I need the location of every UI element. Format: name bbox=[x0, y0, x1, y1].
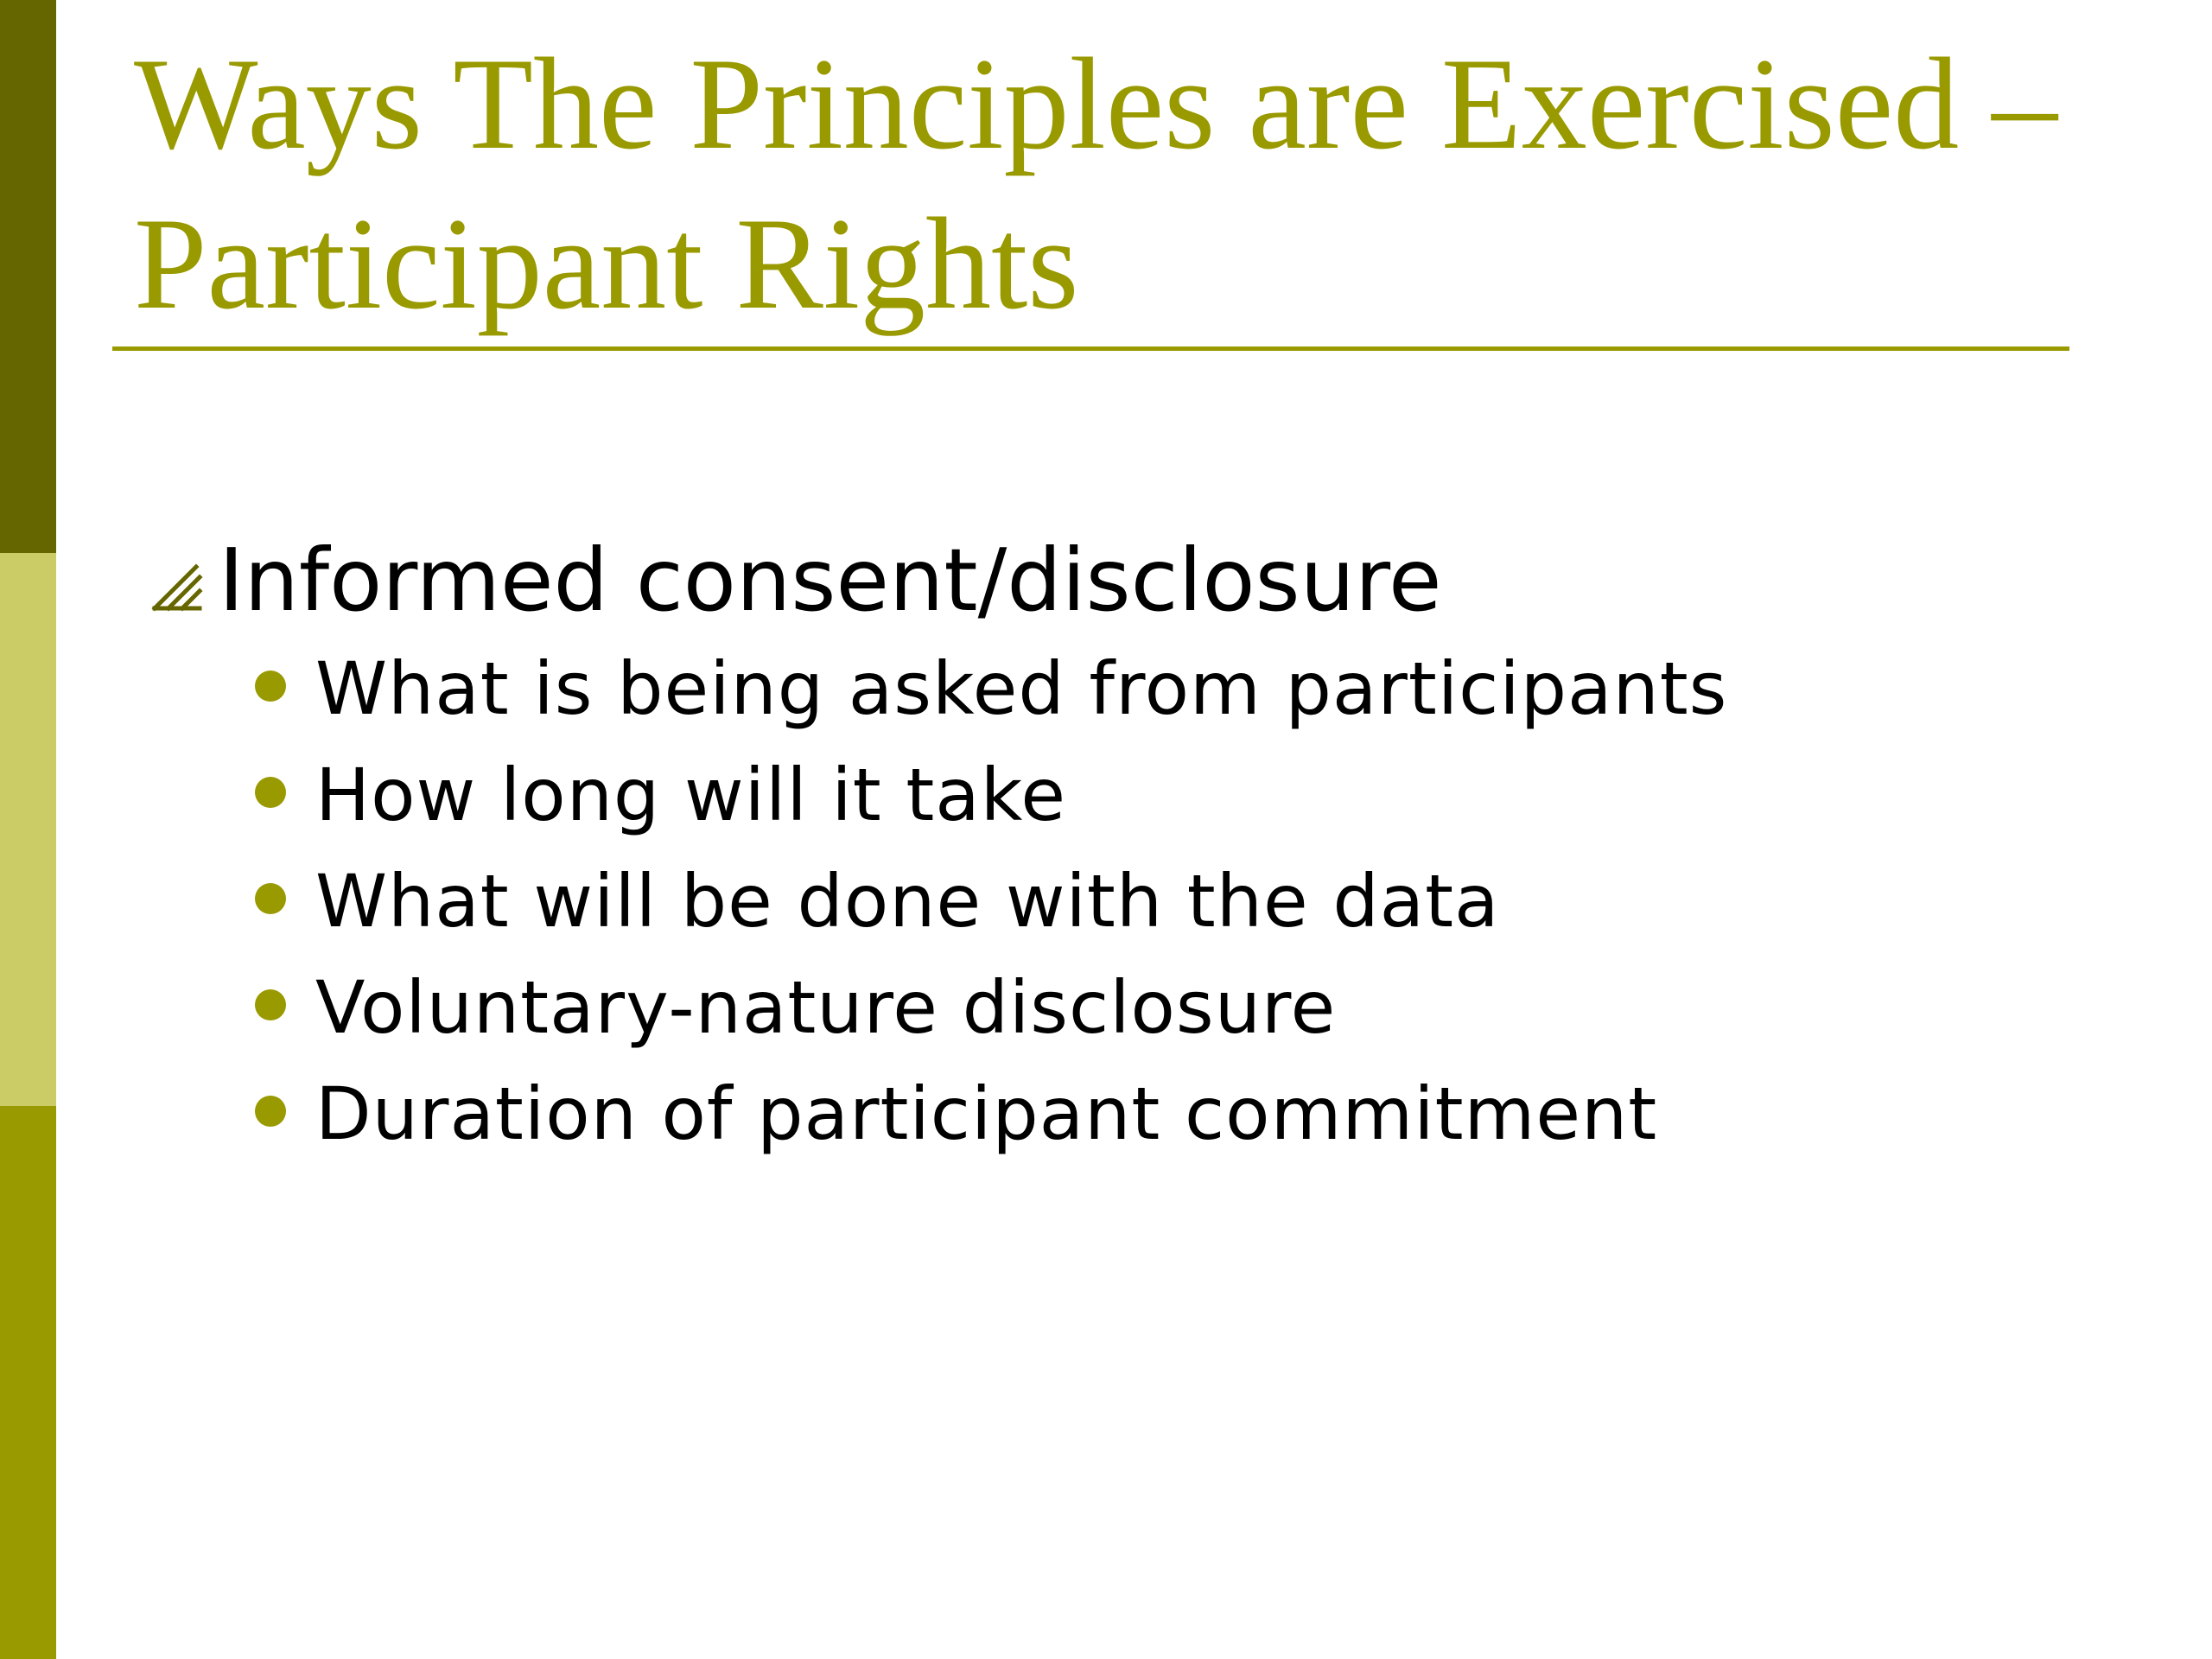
side-bar-middle bbox=[0, 553, 56, 1106]
slide-body bbox=[151, 529, 2095, 1177]
sub-bullet-text: Duration of participant commitment bbox=[315, 1071, 1658, 1156]
sub-bullet-item bbox=[151, 858, 2095, 964]
sub-bullet-item bbox=[151, 645, 2095, 752]
sub-bullet-text: What will be done with the data bbox=[315, 859, 1500, 944]
main-bullet bbox=[151, 529, 2095, 645]
round-dot-bullet-icon bbox=[255, 1096, 286, 1127]
round-dot-bullet-icon bbox=[255, 777, 286, 808]
hatched-triangle-bullet-icon bbox=[151, 560, 203, 612]
side-bar-top bbox=[0, 0, 56, 553]
side-bar-bottom bbox=[0, 1106, 56, 1659]
sub-bullet-item bbox=[151, 752, 2095, 858]
round-dot-bullet-icon bbox=[255, 671, 286, 702]
round-dot-bullet-icon bbox=[255, 989, 286, 1020]
round-dot-bullet-icon bbox=[255, 883, 286, 914]
sub-bullet-text: Voluntary-nature disclosure bbox=[315, 965, 1337, 1050]
main-bullet-text: Informed consent/disclosure bbox=[219, 530, 1442, 631]
slide-title: Ways The Principles are Exercised – Participant Rights bbox=[134, 31, 2058, 336]
sub-bullet-text: How long will it take bbox=[315, 753, 1067, 837]
sub-bullet-list bbox=[151, 645, 2095, 1177]
title-underline bbox=[112, 346, 2069, 351]
sub-bullet-item bbox=[151, 964, 2095, 1071]
sub-bullet-item bbox=[151, 1071, 2095, 1177]
sub-bullet-text: What is being asked from participants bbox=[315, 646, 1728, 731]
